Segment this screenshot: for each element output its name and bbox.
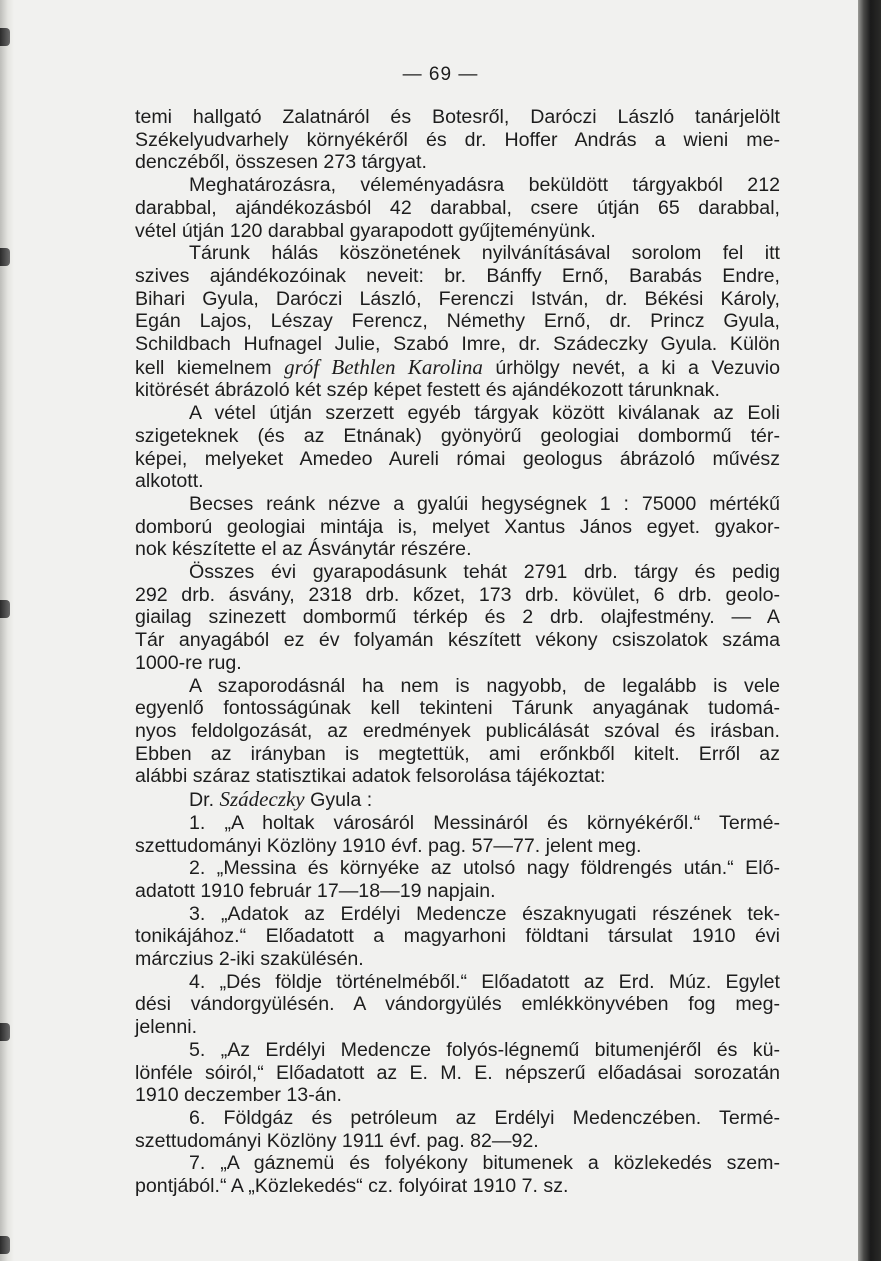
text-line: darabbal, ajándékozásból 42 darabbal, csere útján 65 darabbal,	[135, 196, 780, 219]
text-line: szettudományi Közlöny 1911 évf. pag. 82—92.	[135, 1129, 539, 1152]
text-line: 1910 deczember 13-án.	[135, 1084, 342, 1107]
text-line: vétel útján 120 darabbal gyarapodott gyűjteményünk.	[135, 219, 596, 242]
publication-item	[135, 857, 780, 902]
text-line: nyos feldolgozását, az eredmények publicálását szóval és irásban.	[135, 719, 780, 742]
binding-tab	[0, 28, 10, 46]
text-line: szives ajándékozóinak neveit: br. Bánffy Ernő, Barabás Endre,	[135, 264, 780, 287]
paragraph	[135, 675, 780, 789]
text-line: 1000-re rug.	[135, 651, 242, 674]
text-line: Egán Lajos, Lészay Ferencz, Némethy Ernő, dr. Princz Gyula,	[135, 310, 780, 333]
text-line: adatott 1910 február 17—18—19 napjain.	[135, 879, 496, 902]
text-line: A szaporodásnál ha nem is nagyobb, de legalább is vele	[189, 674, 780, 697]
text-line: Tárunk hálás köszönetének nyilvánításával sorolom fel itt	[189, 242, 780, 265]
paragraph	[135, 106, 780, 174]
text-line: képei, melyeket Amedeo Aureli római geologus ábrázoló művész	[135, 447, 780, 470]
text-line: alábbi száraz statisztikai adatok felsorolása tájékoztat:	[135, 765, 606, 788]
text-run: kell kiemelnem	[135, 356, 272, 379]
publication-list	[135, 812, 780, 1198]
text-line: márczius 2-iki szakülésén.	[135, 948, 364, 971]
text-line: giailag szinezett dombormű térkép és 2 drb. olajfestmény. — A	[135, 606, 780, 629]
text-line: domború geologiai mintája is, melyet Xantus János egyet. gyakor-	[135, 515, 780, 538]
binding-tab	[0, 248, 10, 266]
text-line: szettudományi Közlöny 1910 évf. pag. 57—77. jelent meg.	[135, 834, 642, 857]
publication-item	[135, 812, 780, 857]
publication-item	[135, 903, 780, 971]
page-number: — 69 —	[402, 64, 479, 85]
binding-tab	[0, 1236, 10, 1254]
binding-tab	[0, 600, 10, 618]
text-line: 3. „Adatok az Erdélyi Medencze északnyugati részének tek-	[189, 902, 780, 925]
text-line: 6. Földgáz és petróleum az Erdélyi Medenczében. Termé-	[189, 1106, 780, 1129]
paragraph	[135, 174, 780, 242]
text-line	[135, 356, 780, 380]
author-line	[135, 788, 780, 812]
author-name: Szádeczky	[219, 787, 305, 812]
page-right-edge	[858, 0, 881, 1261]
text-line: Ebben az irányban is megtettük, ami erőnkből kitelt. Erről az	[135, 742, 780, 765]
text-line: tonikájához.“ Előadatott a magyarhoni földtani társulat 1910 évi	[135, 925, 780, 948]
publication-item	[135, 971, 780, 1039]
binding-tab	[0, 1023, 10, 1041]
text-line: jelenni.	[135, 1016, 198, 1039]
text-line: Székelyudvarhely környékéről és dr. Hoffer András a wieni me-	[135, 128, 780, 151]
text-line: 7. „A gáznemü és folyékony bitumenek a közlekedés szem-	[189, 1152, 780, 1175]
text-line: alkotott.	[135, 470, 204, 493]
text-line: egyenlő fontosságúnak kell tekinteni Tárunk anyagának tudomá-	[135, 697, 780, 720]
text-line: Bihari Gyula, Daróczi László, Ferenczi István, dr. Békési Károly,	[135, 287, 780, 310]
text-line: 292 drb. ásvány, 2318 drb. kőzet, 173 drb. kövület, 6 drb. geolo-	[135, 583, 780, 606]
document-body	[135, 106, 780, 1198]
text-line: Tár anyagából ez év folyamán készített vékony csiszolatok száma	[135, 629, 780, 652]
text-line: szigeteknek (és az Etnának) gyönyörű geologiai dombormű tér-	[135, 424, 780, 447]
text-run: úrhölgy nevét, a ki a Vezuvio	[495, 356, 780, 379]
paragraph	[135, 402, 780, 493]
text-line: A vétel útján szerzett egyéb tárgyak között kiválanak az Eoli	[189, 402, 780, 425]
author-prefix: Dr.	[189, 789, 215, 812]
author-suffix: Gyula :	[310, 789, 373, 812]
text-line: pontjából.“ A „Közlekedés“ cz. folyóirat 1910 7. sz.	[135, 1175, 569, 1198]
text-line: Schildbach Hufnagel Julie, Szabó Imre, dr. Szádeczky Gyula. Külön	[135, 333, 780, 356]
paragraph	[135, 561, 780, 675]
text-line: kitörését ábrázoló két szép képet festett és ajándékozott tárunknak.	[135, 379, 720, 402]
text-line: dési vándorgyülésén. A vándorgyülés emlékkönyvében fog meg-	[135, 993, 780, 1016]
text-line: denczéből, összesen 273 tárgyat.	[135, 151, 427, 174]
page-left-edge	[0, 0, 14, 1261]
text-line: nok készítette el az Ásványtár részére.	[135, 538, 472, 561]
text-line: 1. „A holtak városáról Messináról és környékéről.“ Termé-	[189, 811, 780, 834]
publication-item	[135, 1039, 780, 1107]
text-line: temi hallgató Zalatnáról és Botesről, Daróczi László tanárjelölt	[135, 106, 780, 128]
text-line: 2. „Messina és környéke az utolsó nagy földrengés után.“ Elő-	[189, 857, 780, 880]
text-line: 4. „Dés földje történelméből.“ Előadatott az Erd. Múz. Egylet	[189, 970, 780, 993]
text-line: Összes évi gyarapodásunk tehát 2791 drb. tárgy és pedig	[189, 561, 780, 584]
italic-name: gróf Bethlen Karolina	[284, 354, 483, 379]
text-line: Meghatározásra, véleményadásra beküldött tárgyakból 212	[189, 174, 780, 197]
text-line: 5. „Az Erdélyi Medencze folyós-légnemű bitumenjéről és kü-	[189, 1038, 780, 1061]
publication-item	[135, 1152, 780, 1197]
paragraph	[135, 493, 780, 561]
publication-item	[135, 1107, 780, 1152]
paragraph	[135, 242, 780, 402]
text-line: Becses reánk nézve a gyalúi hegységnek 1 : 75000 mértékű	[189, 492, 780, 515]
text-line: lönféle sóiról,“ Előadatott az E. M. E. népszerű előadásai sorozatán	[135, 1061, 780, 1084]
